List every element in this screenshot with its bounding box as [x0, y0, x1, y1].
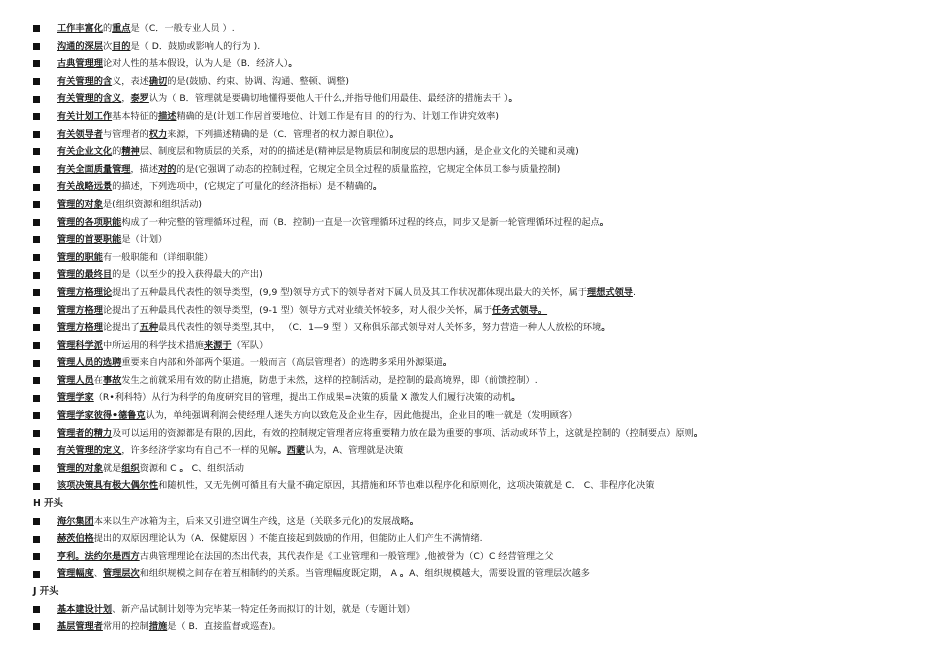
item-text — [33, 586, 59, 597]
list-item — [0, 231, 950, 249]
text-segment: 构成了一种完整的管理循环过程，而（B．控制)一直是一次管理循环过程的终点，同步又是新一轮管理循环过程的起点 — [121, 216, 600, 228]
item-text — [57, 442, 403, 460]
list-item — [0, 319, 950, 337]
keyword: 工作丰富化 — [57, 23, 103, 34]
item-text — [57, 389, 520, 407]
list-item — [0, 460, 950, 478]
keyword: 西蒙 — [286, 445, 306, 457]
keyword: 管理幅度 — [57, 568, 94, 580]
text-segment: 的 — [112, 146, 122, 158]
list-item — [0, 601, 950, 619]
keyword: 基本建设计划 — [57, 603, 113, 615]
text-segment: 的是（以至少的投入获得最大的产出) — [112, 269, 263, 281]
item-text — [57, 55, 298, 73]
list-item — [0, 530, 950, 548]
text-segment: 中所运用的科学技术措施 — [102, 339, 204, 351]
text-segment: （军队） — [231, 339, 269, 351]
text-segment: ， — [121, 93, 131, 105]
text-segment: 提出了五种最具代表性的领导类型，(9,9 型)领导方式下的领导者对下属人员及其工作状况都体现出最大的关怀，属于 — [112, 286, 588, 298]
item-text — [57, 460, 244, 478]
list-item — [0, 407, 950, 425]
keyword: 管理的各项职能 — [57, 216, 122, 228]
text-segment: 。 — [389, 128, 399, 140]
item-text — [57, 284, 636, 302]
square-bullet-icon — [33, 184, 40, 191]
square-bullet-icon — [33, 536, 40, 543]
square-bullet-icon — [33, 201, 40, 208]
text-segment: 、 — [93, 568, 103, 580]
item-text — [57, 90, 518, 108]
square-bullet-icon — [33, 113, 40, 120]
text-segment: 基本特征的 — [112, 110, 159, 122]
text-segment: 古典管理理论在法国的杰出代表，其代表作是《工业管理和一般管理》,他被誉为（C）C 经营管理之父 — [139, 550, 554, 562]
list-item — [0, 161, 950, 179]
keyword: 理想式领导 — [587, 286, 633, 298]
text-segment: 资源和 C — [139, 462, 180, 474]
square-bullet-icon — [33, 448, 40, 455]
text-segment: 的 — [102, 23, 113, 34]
square-bullet-icon — [33, 360, 40, 367]
list-item — [0, 565, 950, 583]
item-text — [57, 143, 579, 161]
square-bullet-icon — [33, 395, 40, 402]
item-text — [57, 337, 268, 355]
square-bullet-icon — [33, 289, 40, 296]
text-segment: 有一般职能和（详细职能） — [102, 251, 214, 263]
keyword: 描述 — [158, 110, 177, 122]
list-item — [0, 196, 950, 214]
list-item — [0, 38, 950, 56]
list-item — [0, 55, 950, 73]
text-segment: 。 — [372, 181, 383, 193]
list-item — [0, 618, 950, 636]
item-text — [57, 20, 235, 38]
square-bullet-icon — [33, 571, 40, 578]
text-segment: 。 — [409, 515, 419, 527]
text-segment: 。 — [277, 445, 287, 457]
item-text — [57, 372, 538, 390]
list-item — [0, 249, 950, 267]
keyword: 管理的最终目 — [57, 269, 113, 281]
square-bullet-icon — [33, 254, 40, 261]
keyword: 有关全面质量管理 — [57, 163, 131, 175]
text-segment: 次 — [102, 40, 113, 52]
square-bullet-icon — [33, 342, 40, 349]
text-segment: 在 — [93, 374, 103, 386]
keyword: 基层管理者 — [57, 621, 103, 633]
keyword: 古典管理理 — [57, 58, 103, 70]
list-item — [0, 442, 950, 460]
square-bullet-icon — [33, 430, 40, 437]
text-segment: J 开头 — [33, 586, 59, 597]
text-segment: 认为，A、管理就是决策 — [305, 445, 404, 457]
list-item — [0, 477, 950, 495]
text-segment: 和随机性，又无先例可循且有大量不确定原因，其措施和环节也难以程序化和原则化，这项决策就是 C． C、非程序化决策 — [158, 480, 655, 492]
item-text — [57, 407, 577, 425]
list-item — [0, 20, 950, 38]
keyword: 事故 — [102, 374, 122, 386]
keyword: 组织 — [121, 462, 140, 474]
square-bullet-icon — [33, 553, 40, 560]
text-segment: A、组织规模越大，需要设置的管理层次越多 — [409, 568, 590, 580]
square-bullet-icon — [33, 412, 40, 419]
text-segment: C、组织活动 — [188, 462, 244, 474]
text-segment: 就是 — [102, 462, 122, 474]
list-item — [0, 126, 950, 144]
square-bullet-icon — [33, 148, 40, 155]
keyword: 管理的首要职能 — [57, 234, 122, 246]
list-item — [0, 372, 950, 390]
keyword: 管理学家 — [57, 392, 94, 404]
text-segment: 论提出了五种最具代表性的领导类型，(9-1 型）领导方式对业绩关怀较多，对人很少关怀，属于 — [102, 304, 492, 316]
square-bullet-icon — [33, 465, 40, 472]
text-segment: 。 — [288, 58, 298, 70]
square-bullet-icon — [33, 623, 40, 630]
text-segment: 的是(它强调了动态的控制过程，它规定全员全过程的质量监控，它规定全体员工参与质量控制) — [176, 163, 561, 175]
text-segment: 。 — [511, 392, 521, 404]
keyword: 有关计划工作 — [57, 110, 113, 122]
list-item — [0, 425, 950, 443]
text-segment: 。 — [508, 93, 518, 105]
item-text — [57, 513, 419, 531]
list-item — [0, 354, 950, 372]
text-segment: 、新产品试制计划等为完毕某一特定任务而拟订的计划，就是（专题计划） — [112, 603, 416, 615]
text-segment: 来源，下列描述精确的是（C．管理者的权力源自职位） — [167, 128, 390, 140]
keyword: 管理的职能 — [57, 251, 103, 263]
list-item — [0, 389, 950, 407]
item-text — [57, 196, 202, 214]
text-segment: 本来以生产冰箱为主，后来又引进空调生产线，这是（关联多元化)的发展战略 — [93, 515, 410, 527]
keyword: 管理方格理 — [57, 304, 103, 316]
list-item — [0, 284, 950, 302]
keyword: 泰罗 — [130, 93, 149, 105]
text-segment: 。 — [179, 462, 189, 474]
keyword: 有关战略远景 — [57, 181, 113, 193]
text-segment: . — [632, 286, 636, 298]
item-text — [57, 249, 213, 267]
keyword: 管理人员的选聘 — [57, 357, 122, 369]
square-bullet-icon — [33, 78, 40, 85]
keyword: 有关管理的含 — [57, 75, 113, 87]
keyword: 亨利。法约尔是西方 — [57, 550, 140, 562]
item-text — [57, 530, 483, 548]
item-text — [57, 601, 415, 619]
list-item — [0, 178, 950, 196]
square-bullet-icon — [33, 25, 40, 32]
item-text — [57, 178, 382, 196]
text-segment: 常用的控制 — [102, 621, 149, 633]
item-text — [57, 161, 560, 179]
keyword: 管理的对象 — [57, 198, 103, 210]
item-text — [57, 618, 281, 636]
item-text — [57, 214, 609, 232]
list-item — [0, 548, 950, 566]
text-segment: ，许多经济学家均有自己不一样的见解 — [121, 445, 278, 457]
square-bullet-icon — [33, 96, 40, 103]
keyword: 有关企业文化 — [57, 146, 113, 158]
text-segment: 认为，单纯强调利润会使经理人迷失方向以致危及企业生存，因此他提出，企业目的唯一就是（发明顾客） — [145, 410, 578, 422]
keyword: 确切 — [148, 75, 168, 87]
keyword: 权力 — [148, 128, 168, 140]
text-segment: ，描述 — [130, 163, 159, 175]
keyword: 有关管理的定义 — [57, 445, 122, 457]
keyword: 任务式领导。 — [491, 304, 548, 316]
item-text — [57, 354, 452, 372]
keyword: 五种 — [139, 322, 159, 334]
keyword: 该项决策具有极大偶尔性 — [57, 480, 159, 492]
text-segment: 义，表述 — [112, 75, 149, 87]
square-bullet-icon — [33, 324, 40, 331]
text-segment: 。 — [601, 322, 611, 334]
keyword: 措施 — [148, 621, 168, 633]
text-segment: 。 — [442, 357, 453, 369]
text-segment: 论对人性的基本假设，认为人是（B．经济人） — [102, 58, 289, 70]
square-bullet-icon — [33, 377, 40, 384]
text-segment: 及可以运用的资源都是有限的,因此，有效的控制规定管理者应将重要精力放在最为重要的事项、活动或环节上，这就是控制的（控制要点）原则 — [112, 427, 694, 439]
keyword: 来源于 — [204, 339, 232, 351]
text-segment: 是（ B．直接监督或巡查)。 — [167, 621, 282, 633]
keyword: 精神 — [121, 146, 140, 158]
keyword: 有关管理的含义 — [57, 93, 122, 105]
keyword: 沟通的深层 — [57, 40, 103, 52]
keyword: 对的 — [158, 163, 177, 175]
text-segment: 论提出了 — [102, 322, 140, 334]
item-text — [57, 108, 499, 126]
text-segment: 的描述，下列选项中，(它规定了可量化的经济指标）是不精确的 — [112, 181, 373, 193]
keyword: 重点 — [112, 23, 131, 34]
text-segment: 提出的双原因理论认为（A．保健原因 ）不能直接起到鼓励的作用，但能防止人们产生不满情绪. — [93, 533, 483, 545]
text-segment: 认为（ B．管理就是要确切地懂得要他人干什么,并指导他们用最佳、最经济的措施去干 ） — [148, 93, 509, 105]
text-segment: H 开头 — [33, 498, 63, 510]
keyword: 赫茨伯格 — [57, 533, 94, 545]
square-bullet-icon — [33, 236, 40, 243]
keyword: 管理方格理论 — [57, 286, 113, 298]
item-text — [57, 73, 349, 91]
text-segment: 是（C．一般专业人员 ）. — [130, 23, 235, 34]
list-item — [0, 513, 950, 531]
text-segment: 精确的是(计划工作居首要地位、计划工作是有目 的的行为、计划工作讲究效率) — [176, 110, 499, 122]
list-item — [0, 90, 950, 108]
item-text — [57, 38, 260, 56]
keyword: 海尔集团 — [57, 515, 94, 527]
text-segment: （R•利科特）从行为科学的角度研究目的管理，提出工作成果=决策的质量 X 激发人们履行决策的动机 — [93, 392, 512, 404]
text-segment: 的是(鼓励、约束、协调、沟通、整顿、调整) — [167, 75, 349, 87]
list-item — [0, 73, 950, 91]
text-segment: 和组织规模之间存在着互相制约的关系。当管理幅度既定期， A — [139, 568, 400, 580]
keyword: 管理层次 — [102, 568, 140, 580]
list-item — [0, 266, 950, 284]
section-heading — [0, 495, 950, 513]
list-item — [0, 214, 950, 232]
keyword: 管理方格理 — [57, 322, 103, 334]
text-segment: 。 — [599, 216, 609, 228]
text-segment: 最具代表性的领导类型,其中， （C．1—9 型 ）又称俱乐部式领导对人关怀多，努力营造一种人人放松的环境 — [158, 322, 602, 334]
item-text — [33, 498, 63, 509]
item-text — [57, 319, 610, 337]
square-bullet-icon — [33, 219, 40, 226]
square-bullet-icon — [33, 43, 40, 50]
list-item — [0, 337, 950, 355]
text-segment: 。 — [693, 427, 704, 439]
text-segment: 。 — [399, 568, 410, 580]
keyword: 目的 — [112, 40, 131, 52]
item-text — [57, 266, 263, 284]
square-bullet-icon — [33, 606, 40, 613]
square-bullet-icon — [33, 307, 40, 314]
item-text — [57, 126, 399, 144]
keyword: 管理学家彼得•德鲁克 — [57, 410, 146, 422]
square-bullet-icon — [33, 518, 40, 525]
square-bullet-icon — [33, 272, 40, 279]
item-text — [57, 565, 590, 583]
item-text — [57, 425, 703, 443]
text-segment: 发生之前就采用有效的防止措施，防患于未然，这样的控制活动，是控制的最高境界，即（前馈控制）. — [121, 374, 538, 386]
text-segment: 与管理者的 — [102, 128, 149, 140]
item-text — [57, 302, 547, 320]
list-item — [0, 108, 950, 126]
text-segment: 重要来自内部和外部两个渠道。一般而言（高层管理者）的选聘多采用外源渠道 — [121, 357, 443, 369]
list-item — [0, 302, 950, 320]
item-text — [57, 477, 654, 495]
item-text — [57, 548, 553, 566]
item-text — [57, 231, 167, 249]
square-bullet-icon — [33, 60, 40, 67]
square-bullet-icon — [33, 483, 40, 490]
text-segment: 是（ D．鼓励或影响人的行为 ). — [130, 40, 261, 52]
keyword: 有关领导者 — [57, 128, 103, 140]
text-segment: 层、制度层和物质层的关系，对的的描述是(精神层是物质层和制度层的思想内涵，是企业文化的关键和灵魂) — [139, 146, 579, 158]
keyword: 管理者的精力 — [57, 427, 113, 439]
keyword: 管理人员 — [57, 374, 94, 386]
section-heading — [0, 583, 950, 601]
square-bullet-icon — [33, 131, 40, 138]
text-segment: 是(组织资源和组织活动) — [102, 198, 202, 210]
keyword: 管理的对象 — [57, 462, 103, 474]
list-item — [0, 143, 950, 161]
square-bullet-icon — [33, 166, 40, 173]
text-segment: 是（计划） — [121, 234, 168, 246]
keyword: 管理科学派 — [57, 339, 103, 351]
